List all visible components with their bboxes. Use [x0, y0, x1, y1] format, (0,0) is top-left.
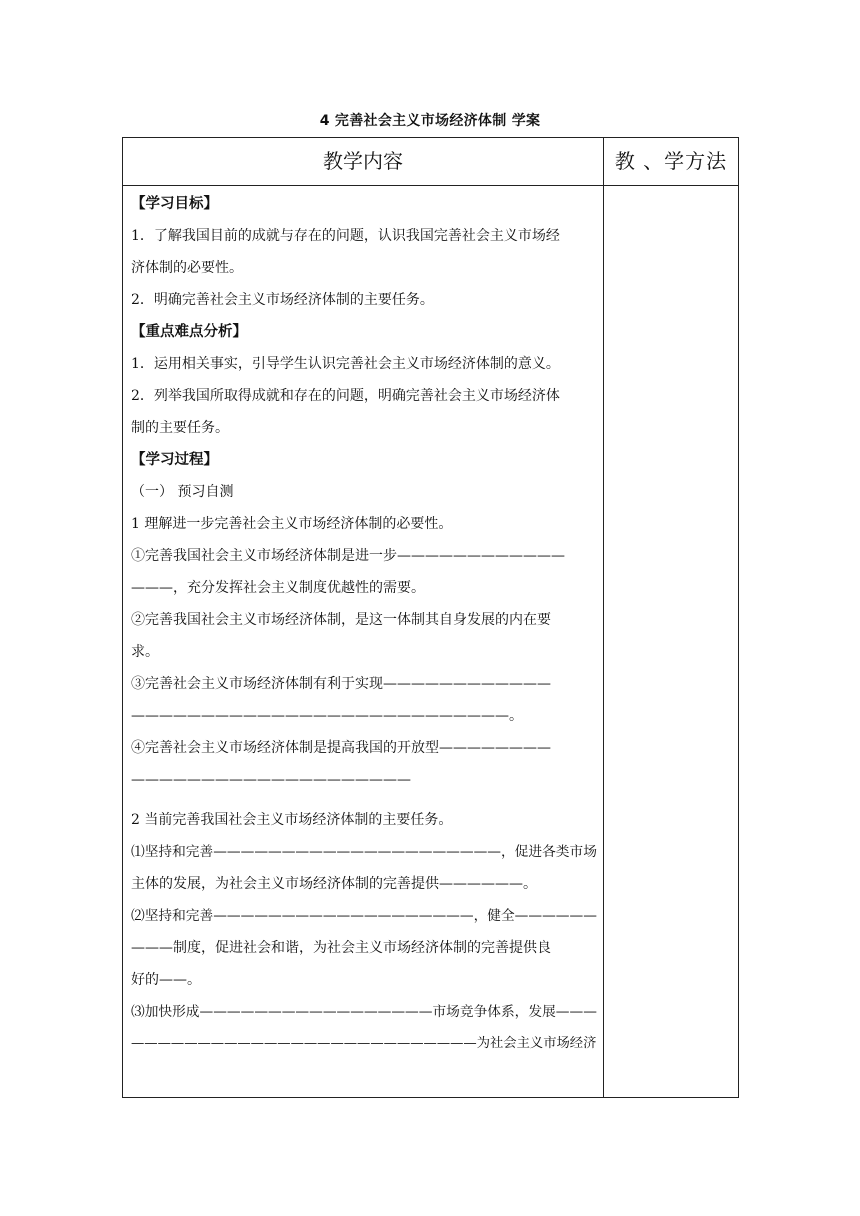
content-line: 主体的发展，为社会主义市场经济体制的完善提供——————。	[131, 876, 537, 892]
content-line: ———制度，促进社会和谐，为社会主义市场经济体制的完善提供良	[131, 940, 551, 956]
content-line: （一） 预习自测	[131, 484, 234, 500]
content-line: 2 当前完善我国社会主义市场经济体制的主要任务。	[131, 812, 453, 828]
section-heading-key-points: 【重点难点分析】	[131, 324, 247, 340]
header-teaching-method: 教 、学方法	[614, 149, 728, 173]
document-title: 4 完善社会主义市场经济体制 学案	[319, 113, 541, 129]
content-line: 制的主要任务。	[131, 420, 229, 436]
content-line: ——————————————————————————为社会主义市场经济	[131, 1036, 597, 1051]
section-heading-learning-process: 【学习过程】	[131, 452, 218, 468]
content-line: ———，充分发挥社会主义制度优越性的需要。	[131, 580, 425, 596]
content-line: 1．了解我国目前的成就与存在的问题，认识我国完善社会主义市场经	[131, 228, 560, 244]
content-line: ———————————————————————————。	[131, 708, 523, 724]
header-divider	[123, 185, 738, 186]
header-teaching-content: 教学内容	[323, 149, 403, 173]
content-line: ③完善社会主义市场经济体制有利于实现————————————	[131, 676, 551, 692]
content-line: 求。	[131, 644, 159, 660]
content-line: 2．列举我国所取得成就和存在的问题，明确完善社会主义市场经济体	[131, 388, 560, 404]
content-line: 1 理解进一步完善社会主义市场经济体制的必要性。	[131, 516, 453, 532]
content-line: 济体制的必要性。	[131, 260, 243, 276]
content-line: ②完善我国社会主义市场经济体制，是这一体制其自身发展的内在要	[131, 612, 551, 628]
content-line: ⑴坚持和完善—————————————————————，促进各类市场	[131, 844, 597, 860]
section-heading-learning-goals: 【学习目标】	[131, 196, 218, 212]
content-cell	[131, 188, 597, 1060]
content-line: ①完善我国社会主义市场经济体制是进一步————————————	[131, 548, 565, 564]
spacer	[131, 796, 597, 804]
content-line: 1．运用相关事实，引导学生认识完善社会主义市场经济体制的意义。	[131, 356, 560, 372]
content-line: ⑵坚持和完善———————————————————，健全——————	[131, 908, 597, 924]
content-line: 好的——。	[131, 972, 201, 988]
content-line: ————————————————————	[131, 772, 411, 788]
content-line: ⑶加快形成—————————————————市场竞争体系，发展———	[131, 1004, 597, 1020]
study-plan-table	[122, 137, 739, 1098]
content-line: ④完善社会主义市场经济体制是提高我国的开放型————————	[131, 740, 551, 756]
column-divider	[603, 138, 604, 1097]
content-line: 2．明确完善社会主义市场经济体制的主要任务。	[131, 292, 434, 308]
